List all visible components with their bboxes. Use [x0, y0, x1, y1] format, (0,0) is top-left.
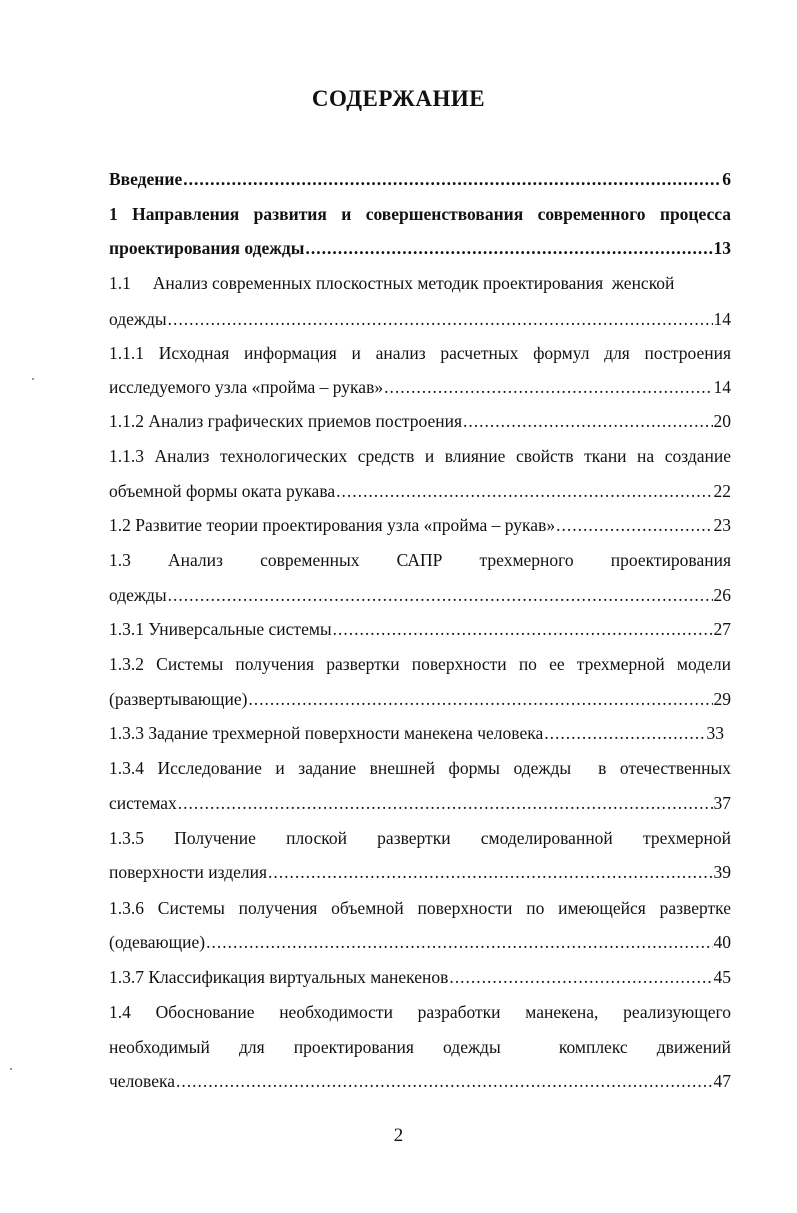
toc-entry-text: 1.3.3 Задание трехмерной поверхности манекена человека: [109, 723, 544, 743]
toc-entry-1-1-line2: [109, 304, 731, 334]
toc-leader-dots: [449, 962, 712, 992]
toc-leader-dots: [556, 510, 712, 540]
toc-entry-text: Введение: [109, 169, 183, 189]
toc-entry-text: 1.1.2 Анализ графических приемов построения: [109, 411, 462, 431]
toc-entry-page: 20: [713, 411, 731, 431]
toc-entry-1-3-4-line1: 1.3.4 Исследование и задание внешней формы одежды в отечественных: [109, 758, 731, 778]
toc-leader-dots: [168, 304, 713, 334]
toc-entry-page: 14: [713, 377, 731, 397]
toc-entry-1-3-5-line1: 1.3.5 Получение плоской развертки смоделированной трехмерной: [109, 828, 731, 848]
toc-entry-1-4-line2: необходимый для проектирования одежды комплекс движений: [109, 1037, 731, 1057]
toc-leader-dots: [183, 164, 721, 194]
toc-entry-1-3-1: [109, 614, 731, 644]
toc-entry-page: 47: [713, 1071, 731, 1091]
toc-entry-page: 29: [713, 689, 731, 709]
toc-entry-1-3-7: [109, 962, 731, 992]
toc-entry-text: 1.3.7 Классификация виртуальных манекенов: [109, 967, 449, 987]
toc-entry-text: (одевающие): [109, 932, 206, 952]
toc-entry-text: объемной формы оката рукава: [109, 481, 336, 501]
toc-leader-dots: [305, 233, 712, 263]
toc-entry-1-3-4-line2: [109, 788, 731, 818]
toc-entry-page: 45: [713, 967, 731, 987]
toc-entry-1-1-line1: 1.1 Анализ современных плоскостных методик проектирования женской: [109, 273, 675, 293]
toc-entry-page: 27: [713, 619, 731, 639]
toc-entry-text: 1.3.1 Универсальные системы: [109, 619, 332, 639]
toc-entry-1-2: [109, 510, 731, 540]
toc-entry-text: проектирования одежды: [109, 238, 305, 258]
toc-entry-1-3-line2: [109, 580, 731, 610]
toc-entry-text: одежды: [109, 585, 167, 605]
toc-entry-page: 14: [713, 309, 731, 329]
toc-entry-page: 26: [713, 585, 731, 605]
toc-entry-page: 6: [722, 169, 731, 189]
toc-entry-page: 40: [713, 932, 731, 952]
toc-entry-page: 22: [713, 481, 731, 501]
toc-leader-dots: [333, 614, 713, 644]
toc-leader-dots: [248, 684, 712, 714]
scan-speck: [32, 378, 34, 380]
toc-entry-page: 23: [713, 515, 731, 535]
toc-entry-1-3-6-line2: [109, 927, 731, 957]
toc-entry-page: 39: [713, 862, 731, 882]
scan-speck: [10, 1068, 12, 1070]
toc-entry-text: 1.2 Развитие теории проектирования узла «пройма – рукав»: [109, 515, 556, 535]
toc-leader-dots: [268, 857, 712, 887]
toc-entry-1-3-2-line1: 1.3.2 Системы получения развертки поверхности по ее трехмерной модели: [109, 654, 731, 674]
toc-entry-1-3-2-line2: [109, 684, 731, 714]
toc-entry-1-line2: [109, 233, 731, 263]
toc-entry-1-3-6-line1: 1.3.6 Системы получения объемной поверхности по имеющейся развертке: [109, 898, 731, 918]
toc-leader-dots: [336, 476, 712, 506]
toc-entry-1-4-line1: 1.4 Обоснование необходимости разработки манекена, реализующего: [109, 1002, 731, 1022]
toc-entry-text: исследуемого узла «пройма – рукав»: [109, 377, 384, 397]
toc-entry-text: системах: [109, 793, 177, 813]
toc-entry-1-3-5-line2: [109, 857, 731, 887]
toc-entry-1-1-3-line1: 1.1.3 Анализ технологических средств и влияние свойств ткани на создание: [109, 446, 731, 466]
toc-entry-page: 13: [713, 238, 731, 258]
toc-leader-dots: [463, 406, 713, 436]
toc-leader-dots: [384, 372, 712, 402]
toc-leader-dots: [206, 927, 712, 957]
toc-entry-1-1-3-line2: [109, 476, 731, 506]
toc-entry-1-3-line1: 1.3 Анализ современных САПР трехмерного проектирования: [109, 550, 731, 570]
toc-entry-text: поверхности изделия: [109, 862, 268, 882]
toc-entry-text: человека: [109, 1071, 175, 1091]
toc-entry-1-3-3: [109, 718, 724, 748]
toc-entry-1-line1: 1 Направления развития и совершенствования современного процесса: [109, 204, 731, 224]
toc-entry-intro: [109, 164, 731, 194]
toc-leader-dots: [176, 1066, 713, 1096]
page-number: 2: [393, 1125, 404, 1146]
toc-entry-page: 33: [706, 723, 724, 743]
page-title: СОДЕРЖАНИЕ: [311, 86, 486, 111]
toc-leader-dots: [544, 718, 705, 748]
toc-leader-dots: [178, 788, 713, 818]
toc-entry-text: одежды: [109, 309, 167, 329]
toc-entry-page: 37: [713, 793, 731, 813]
toc-entry-text: (развертывающие): [109, 689, 248, 709]
toc-leader-dots: [168, 580, 713, 610]
toc-entry-1-1-2: [109, 406, 731, 436]
toc-entry-1-1-1-line2: [109, 372, 731, 402]
toc-entry-1-4-line3: [109, 1066, 731, 1096]
toc-entry-1-1-1-line1: 1.1.1 Исходная информация и анализ расчетных формул для построения: [109, 343, 731, 363]
